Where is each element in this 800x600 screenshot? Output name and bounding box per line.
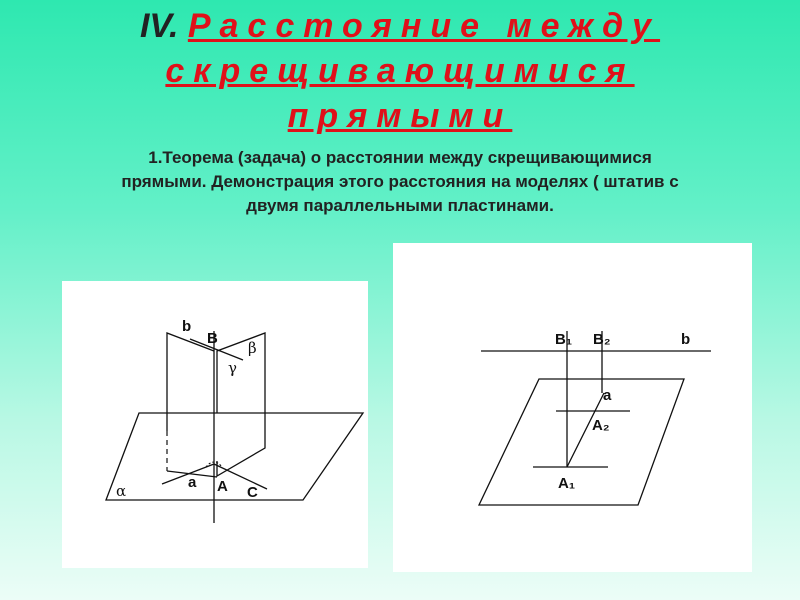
title-line-3: прямыми xyxy=(287,97,513,135)
label-C: C xyxy=(247,484,258,501)
slide-title xyxy=(0,4,800,139)
label-b: b xyxy=(182,318,192,335)
plane-beta-outline xyxy=(217,333,265,413)
description-line-1: 1.Теорема (задача) о расстоянии между скрещивающимися xyxy=(148,148,652,167)
title-numeral: IV. xyxy=(139,7,179,45)
theorem-description xyxy=(30,146,770,218)
label-alpha: α xyxy=(116,482,127,500)
plane-parallelogram xyxy=(479,379,684,505)
label-gamma: γ xyxy=(228,359,237,377)
label-a: a xyxy=(188,474,197,491)
label-A: A xyxy=(217,478,228,495)
title-line-2: скрещивающимися xyxy=(165,52,635,90)
parallel-plates-diagram xyxy=(393,243,752,572)
plane-beta-lower xyxy=(217,413,265,476)
left-diagram-panel xyxy=(62,281,368,568)
plane-gamma-outline xyxy=(167,333,214,431)
skew-lines-planes-diagram xyxy=(62,281,368,568)
label-b: b xyxy=(681,331,691,348)
label-A2: A₂ xyxy=(592,417,610,434)
label-a: a xyxy=(603,387,612,404)
title-text-1: Расстояние между xyxy=(187,7,661,45)
label-B: B xyxy=(207,330,218,347)
label-A1: A₁ xyxy=(558,475,576,492)
title-line-1 xyxy=(0,4,800,49)
right-diagram-panel xyxy=(393,243,752,572)
description-line-2: прямыми. Демонстрация этого расстояния на моделях ( штатив с xyxy=(121,172,679,191)
label-beta: β xyxy=(248,339,257,357)
label-B1: B₁ xyxy=(555,331,573,348)
description-line-3: двумя параллельными пластинами. xyxy=(246,196,554,215)
plane-alpha xyxy=(106,413,363,500)
label-B2: B₂ xyxy=(593,331,611,348)
